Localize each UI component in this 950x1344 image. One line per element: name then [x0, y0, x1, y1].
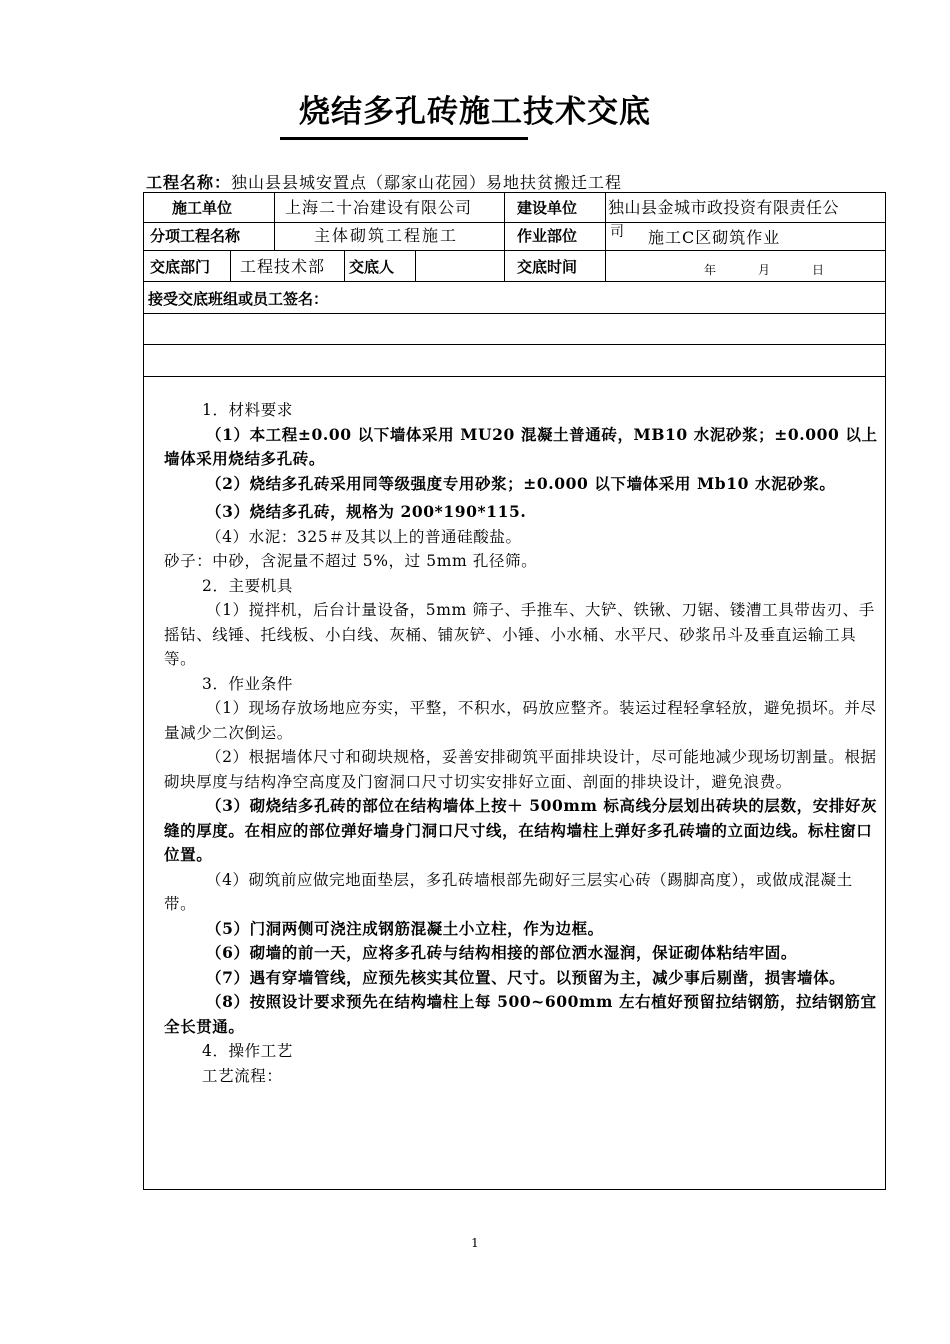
content-paragraph: （8）按照设计要求预先在结构墙柱上每 500~600mm 左右植好预留拉结钢筋，拉结钢筋宜全长贯通。 — [164, 992, 877, 1036]
content-paragraph: （3）烧结多孔砖，规格为 200*190*115. — [206, 502, 527, 521]
content-paragraph: （5）门洞两侧可浇注成钢筋混凝土小立柱，作为边框。 — [206, 918, 604, 938]
person-label: 交底人 — [349, 258, 395, 276]
row-divider — [144, 313, 885, 314]
time-label: 交底时间 — [517, 258, 578, 276]
content-paragraph: （2）根据墙体尺寸和砌块规格，妥善安排砌筑平面排块设计，尽可能地减少现场切割量。根据砌块厚度与结构净空高度及门窗洞口尺寸切实安排好立面、剖面的排块设计，避免浪费。 — [164, 748, 877, 791]
row-divider — [144, 344, 885, 345]
content-paragraph: （1）本工程±0.00 以下墙体采用 MU20 混凝土普通砖，MB10 水泥砂浆；±0.000 以上墙体采用烧结多孔砖。 — [164, 424, 878, 468]
project-name-label: 工程名称： — [146, 173, 232, 192]
construction-unit-label: 施工单位 — [172, 199, 233, 217]
dept-value: 工程技术部 — [240, 257, 326, 276]
owner-label: 建设单位 — [517, 199, 578, 217]
content-paragraph: （1）搅拌机，后台计量设备，5mm 筛子、手推车、大铲、铁锹、刀锯、镂漕工具带齿刃、手摇钻、线锤、托线板、小白线、灰桶、铺灰铲、小锤、小水桶、水平尺、砂浆吊斗及垂直运输工具等。 — [164, 601, 875, 668]
work-area-label: 作业部位 — [517, 227, 578, 245]
subproject-value: 主体砌筑工程施工 — [314, 226, 459, 245]
content-paragraph: （7）遇有穿墙管线，应预先核实其位置、尺寸。以预留为主，减少事后剔凿，损害墙体。 — [206, 967, 846, 987]
content-paragraph: （4）砌筑前应做完地面垫层，多孔砖墙根部先砌好三层实心砖（踢脚高度），或做成混凝土带。 — [164, 870, 853, 913]
section-heading: 1．材料要求 — [202, 401, 293, 419]
section-heading: 4．操作工艺 — [202, 1042, 293, 1060]
col-divider — [605, 193, 606, 281]
col-divider — [344, 250, 345, 281]
section-heading: 3．作业条件 — [202, 674, 293, 693]
document-title: 烧结多孔砖施工技术交底 — [299, 94, 651, 130]
page-number: 1 — [471, 1236, 479, 1250]
owner-value-line2: 司 — [610, 224, 624, 240]
row-divider — [144, 376, 885, 377]
content-paragraph: （4）水泥：325＃及其以上的普通硅酸盐。 — [206, 527, 522, 546]
row-divider — [144, 250, 885, 251]
content-paragraph: （1）现场存放场地应夯实，平整，不积水，码放应整齐。装运过程轻拿轻放，避免损坏。并尽量减少二次倒运。 — [164, 699, 877, 742]
section-heading: 2．主要机具 — [202, 576, 293, 595]
subproject-label: 分项工程名称 — [150, 227, 241, 245]
dept-label: 交底部门 — [150, 258, 211, 276]
col-divider — [230, 250, 231, 281]
time-value: 年 月 日 — [704, 263, 831, 277]
col-divider — [504, 193, 505, 281]
disclosure-content — [164, 398, 879, 1088]
content-paragraph: （6）砌墙的前一天，应将多孔砖与结构相接的部位洒水湿润，保证砌体粘结牢固。 — [206, 943, 797, 962]
row-divider — [144, 222, 885, 223]
row-divider — [144, 281, 885, 282]
content-paragraph: 砂子：中砂，含泥量不超过 5%，过 5mm 孔径筛。 — [164, 552, 538, 570]
content-paragraph: （3）砌烧结多孔砖的部位在结构墙体上按＋ 500mm 标高线分层划出砖块的层数，安排好灰缝的厚度。在相应的部位弹好墙身门洞口尺寸线，在结构墙柱上弹好多孔砖墙的立面边线。标柱窗口位置。 — [164, 796, 878, 864]
project-name-line — [146, 170, 622, 193]
content-paragraph: （2）烧结多孔砖采用同等级强度专用砂浆；±0.000 以下墙体采用 Mb10 水泥砂浆。 — [206, 473, 836, 493]
signature-label: 接受交底班组或员工签名： — [148, 290, 329, 308]
construction-unit-value: 上海二十冶建设有限公司 — [285, 198, 473, 217]
work-area-value: 施工C区砌筑作业 — [648, 228, 781, 247]
title-underline — [280, 137, 528, 140]
owner-value-line1: 独山县金城市政投资有限责任公 — [608, 198, 840, 217]
col-divider — [415, 250, 416, 281]
disclosure-table — [143, 192, 886, 1190]
content-paragraph: 工艺流程： — [202, 1066, 283, 1085]
col-divider — [274, 193, 275, 250]
project-name-value: 独山县县城安置点（鄢家山花园）易地扶贫搬迁工程 — [231, 173, 623, 192]
